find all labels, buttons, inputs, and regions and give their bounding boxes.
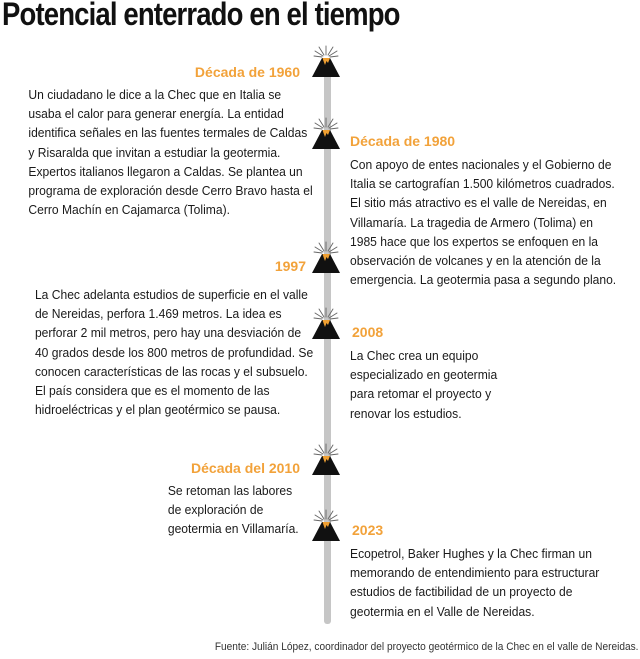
event-description-line: para retomar el proyecto y [350, 386, 492, 402]
event-description-line: Villamaría. La tragedia de Armero (Tolima) en [350, 214, 594, 230]
event-description-line: La Chec adelanta estudios de superficie en el valle [34, 287, 308, 302]
volcano-icon [311, 116, 341, 150]
page-title: Potencial enterrado en el tiempo [2, 0, 400, 32]
event-description-line: de exploración de [167, 502, 264, 518]
event-year: Década del 2010 [191, 460, 300, 476]
event-description-line: conocen características de las rocas y el subsuelo. [34, 363, 308, 379]
event-description-line: geotermia en el Valle de Nereidas. [350, 603, 535, 619]
event-description [350, 544, 599, 621]
event-description-line: identifica señales en las fuentes termales de Caldas [28, 125, 308, 141]
event-description-line: programa de exploración desde Cerro Bravo hasta el [28, 183, 313, 199]
event-description-line: Con apoyo de entes nacionales y el Gobierno de [350, 157, 612, 172]
volcano-icon [311, 240, 341, 274]
event-description-line: 40 grados desde los 800 metros de profundidad. Se [34, 344, 313, 360]
event-description-line: especializado en geotermia [350, 367, 498, 383]
event-year: 2008 [352, 324, 384, 340]
event-description-line: Se retoman las labores [167, 483, 293, 498]
event-description-line: estudios de factibilidad de un proyecto de [350, 584, 573, 600]
event-description-line: de Nereidas, perfora 1.469 metros. La idea es [34, 306, 282, 322]
event-description-line: Italia se cartografían 1.500 kilómetros cuadrados. [350, 176, 615, 192]
event-description-line: Expertos italianos llegaron a Caldas. Se plantea un [28, 163, 303, 179]
source-note: Fuente: Julián López, coordinador del proyecto geotérmico de la Chec en el valle de Nereidas. [214, 641, 638, 653]
event-description-line: Ecopetrol, Baker Hughes y la Chec firman un [350, 546, 592, 561]
event-description-line: emergencia. La geotermia pasa a segundo plano. [350, 272, 617, 288]
event-year: Década de 1960 [194, 64, 300, 80]
volcano-icon [311, 44, 341, 78]
event-year: Década de 1980 [350, 133, 456, 149]
event-description-line: La Chec crea un equipo [350, 348, 479, 363]
volcano-icon [311, 508, 341, 542]
event-description [29, 85, 313, 219]
event-description-line: Un ciudadano le dice a la Chec que en Italia se [28, 87, 282, 102]
event-description [350, 346, 497, 423]
event-description-line: Cerro Machín en Cajamarca (Tolima). [28, 202, 231, 218]
event-description-line: usaba el calor para generar energía. La entidad [28, 106, 285, 122]
event-description-line: hidroeléctricas y el plan geotérmico se pausa. [34, 402, 281, 418]
event-description-line: perforar 2 mil metros, pero hay una desviación de [34, 325, 301, 341]
event-year: 1997 [274, 258, 306, 274]
event-description [350, 155, 616, 289]
event-description-line: geotermia en Villamaría. [167, 521, 299, 537]
event-description-line: renovar los estudios. [350, 405, 462, 421]
event-description [168, 481, 299, 539]
event-description-line: El sitio más atractivo es el valle de Nereidas, en [350, 195, 607, 211]
volcano-icon [311, 442, 341, 476]
event-description-line: 1985 hace que los expertos se enfoquen en la [350, 233, 599, 249]
volcano-icon [311, 306, 341, 340]
event-description-line: y Risaralda que invitan a estudiar la geotermia. [28, 144, 281, 160]
event-description [35, 285, 313, 419]
event-description-line: memorando de entendimiento para estructurar [350, 565, 600, 581]
event-description-line: El país considera que es el momento de las [34, 383, 270, 399]
event-description-line: observación de volcanes y en la atención de la [350, 253, 601, 269]
event-year: 2023 [352, 522, 384, 538]
